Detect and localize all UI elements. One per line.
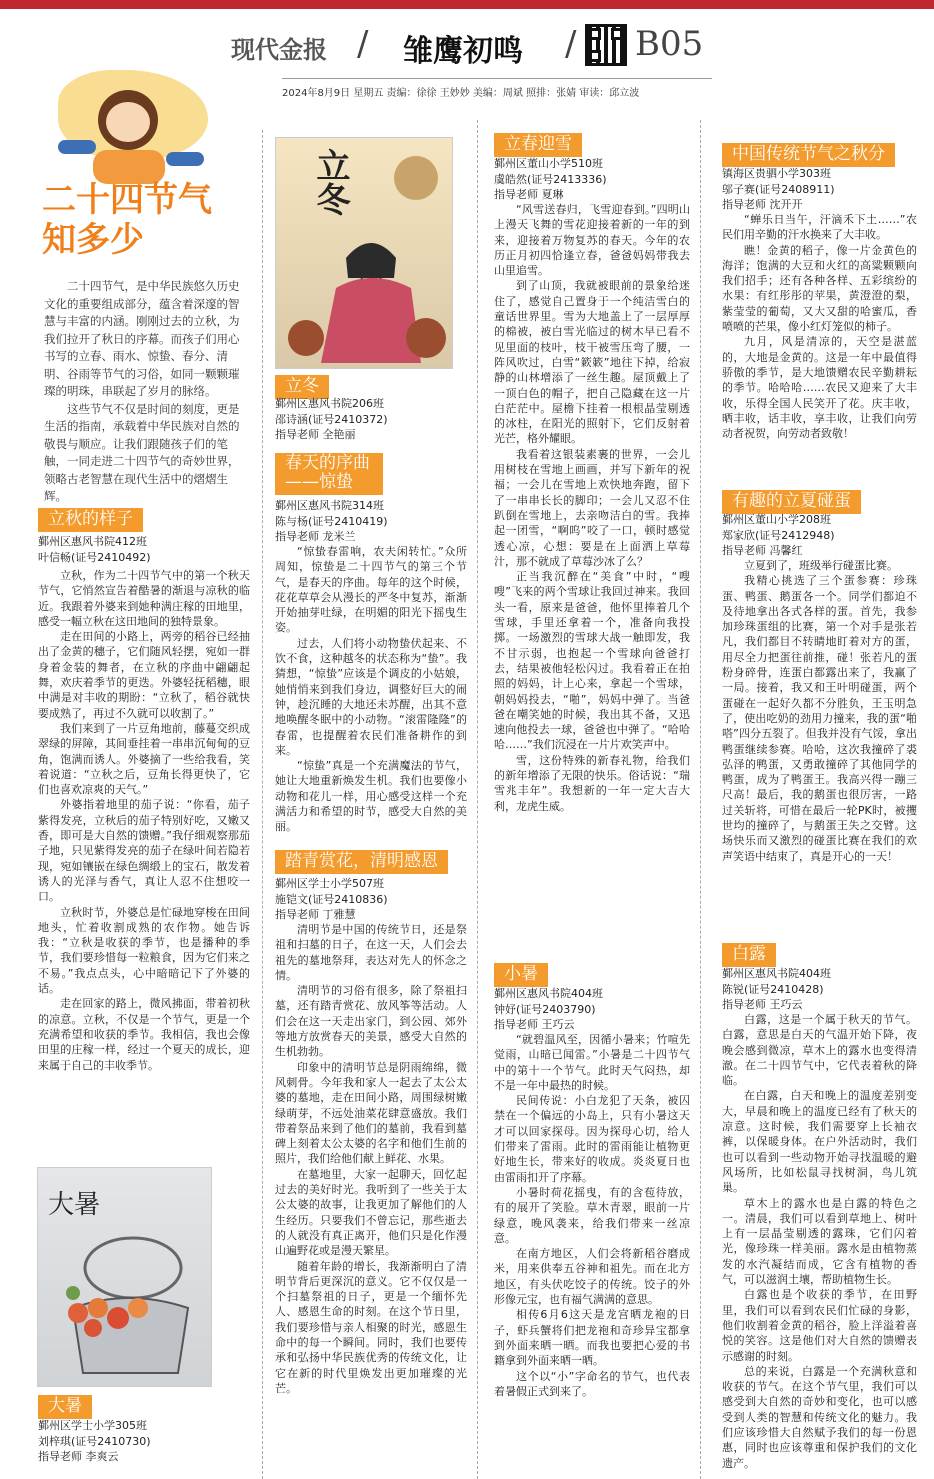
- paragraph: 外婆指着地里的茄子说：“你看，茄子紫得发亮，立秋后的茄子特别好吃，又嫩又香，即可是大自然的馈赠。”我仔细观察那茄子地，只见紫得发亮的茄子在绿叶间若隐若现，宛如镶嵌在绿色绸缎上的宝石，散发着诱人的光泽与香气，真让人忍不住想咬一口。: [38, 798, 250, 904]
- article-title-lichun: 立春迎雪: [494, 133, 582, 157]
- author: 邵诗涵(证号2410372): [275, 412, 388, 426]
- school: 鄞州区惠风书院314班: [275, 499, 384, 512]
- paragraph: “风雪送春归，飞雪迎春到。”四明山上漫天飞舞的雪花迎接着新的一年的到来，迎接着万物复苏的春天。今年的农历正月初四恰逢立春，爸爸妈妈带我去山里追雪。: [494, 203, 690, 278]
- paragraph: 随着年龄的增长，我渐渐明白了清明节背后更深沉的意义。它不仅仅是一个扫墓祭祖的日子，更是一个缅怀先人、感恩生命的时刻。在这个节日里，我们要珍惜与亲人相聚的时光，感恩生命中的每一个瞬间。同时，我们也要传承和弘扬中华民族优秀的传统文化，让它在新的时代里焕发出更加璀璨的光芒。: [275, 1259, 467, 1395]
- paragraph: 走在田间的小路上，两旁的稻谷已经抽出了金黄的穗子，它们随风轻摆，宛如一群身着金装的舞者，在立秋的序曲中翩翩起舞，欢庆着季节的更迭。外婆轻抚稻穗，眼中满是对丰收的期盼：“立秋了，稻谷就快要成熟了，再过不久就可以收割了。”: [38, 630, 250, 720]
- article-title-liqiu: 立秋的样子: [38, 508, 143, 532]
- feature-intro: [44, 278, 244, 506]
- article-body-bailu: [722, 1012, 917, 1470]
- byline-lichun: [494, 156, 607, 203]
- column-divider: [477, 120, 478, 1479]
- basket-drawing-icon: [38, 1168, 212, 1387]
- paragraph: 清明节是中国的传统节日，还是祭祖和扫墓的日子，在这一天，人们会去祖先的墓地祭拜，表达对先人的怀念之情。: [275, 923, 467, 982]
- author: 邬子赛(证号2408911): [722, 182, 835, 196]
- column-divider: [262, 130, 263, 1479]
- byline-xiaoshu: [494, 986, 603, 1033]
- paragraph: 九月，风是清凉的，天空是湛蓝的，大地是金黄的。这是一年中最值得骄傲的季节，是大地馈赠农民辛勤耕耘的季节。哈哈哈……农民又迎来了大丰收，乐得全国人民笑开了花。庆丰收，晒丰收，话丰收，享丰收，让我们向劳动者祝贺，向劳动者致敬！: [722, 335, 917, 441]
- slash-divider: /: [565, 24, 577, 64]
- article-title-qiufen: 中国传统节气之秋分: [722, 143, 895, 167]
- paragraph: 这个以“小”字命名的节气，也代表着暑假正式到来了。: [494, 1369, 690, 1398]
- article-body-qiufen: [722, 212, 917, 482]
- intro-paragraph: 这些节气不仅是时间的刻度，更是生活的指南，承载着中华民族对自然的敬畏与顺应。让我们跟随孩子们的笔触，一同走进二十四节气的奇妙世界，领略古老智慧在现代生活中的熠熠生辉。: [44, 401, 240, 503]
- paragraph: 我精心挑选了三个蛋参赛：珍珠蛋、鸭蛋、鹅蛋各一个。同学们都迫不及待地拿出各式各样的蛋。首先，我参加珍珠蛋组的比赛，第一个对手是张若凡，我们都目不转睛地盯着对方的蛋，用尽全力把蛋往前推，碰！张若凡的蛋粉身碎骨，连蛋白都露出来了，我赢了一局。接着，我又和王叶明碰蛋，两个蛋碰在一起好久都不分胜负，王玉明急了，使出吃奶的劲用力撞来，我的蛋“啪嗒”四分五裂了。但我并没有气馁，拿出鸭蛋继续参赛。哈哈，这次我撞碎了裘弘泽的鸭蛋，又勇敢撞碎了其他同学的鸭蛋，成为了鸭蛋王。我高兴得一蹦三尺高！最后，我的鹅蛋也很厉害，一路过关斩将，可惜在最后一轮PK时，被攫世均的撞碎了，与鹅蛋王失之交臂。这场快乐而又激烈的碰蛋比赛在我们的欢声笑语中结束了，真是开心的一天！: [722, 574, 917, 863]
- paragraph: 立秋时节，外婆总是忙碌地穿梭在田间地头，忙着收割成熟的农作物。她告诉我：“立秋是收获的季节，也是播种的季节，我们要珍惜每一粒粮食，因为它们来之不易。”我点点头，心中暗暗记下了外婆的话。: [38, 905, 250, 996]
- school: 鄞州区惠风书院412班: [38, 535, 147, 548]
- page-header: [215, 22, 705, 72]
- column-divider: [700, 120, 701, 1479]
- article-title-bailu: 白露: [722, 943, 776, 967]
- byline-qingming: [275, 876, 388, 923]
- intro-paragraph: 二十四节气，是中华民族悠久历史文化的重要组成部分，蕴含着深邃的智慧与丰富的内涵。刚刚过去的立秋，为我们拉开了秋日的序幕。而孩子们用心书写的立春、雨水、惊蛰、春分、清明、谷雨等节气的习俗，如同一颗颗璀璨的明珠，串联起了岁月的脉络。: [44, 279, 240, 398]
- article-title-xiaoshu: 小暑: [494, 963, 548, 987]
- header-meta: 2024年8月9日 星期五 责编：徐徐 王妙妙 美编：周斌 照排：张婧 审读：邱立波: [282, 88, 640, 99]
- teacher: 指导老师 冯馨红: [722, 544, 803, 557]
- author: 钟妤(证号2403790): [494, 1002, 596, 1016]
- article-body-jingzhe: [275, 544, 467, 840]
- paragraph: 我看着这银装素裹的世界，一会儿用树枝在雪地上画画，并写下新年的祝福；一会儿在雪地上欢快地奔跑，留下了一串串长长的脚印；一会儿又忍不住趴倒在雪地上，去亲吻洁白的雪。我捧起一团雪，“啊呜”咬了一口，顿时感觉透心凉，心想：要是在上面洒上草莓汁，那不就成了草莓沙冰了么？: [494, 447, 690, 568]
- teacher: 指导老师 王巧云: [722, 998, 803, 1011]
- article-title-lidong: 立冬: [275, 375, 329, 399]
- author: 叶信畅(证号2410492): [38, 550, 151, 564]
- article-body-lichun: [494, 202, 690, 952]
- article-title-dashu: 大暑: [38, 1395, 92, 1419]
- author: 刘梓琪(证号2410730): [38, 1434, 151, 1448]
- qr-code-icon[interactable]: [585, 24, 627, 66]
- byline-dashu: [38, 1418, 151, 1465]
- header-rule: [282, 78, 712, 79]
- byline-jingzhe: [275, 498, 388, 545]
- column-title: 雏鹰初鸣: [403, 34, 523, 69]
- slash-divider: /: [357, 24, 369, 64]
- girl-leg-icon: [166, 152, 204, 166]
- school: 鄞州区学士小学305班: [38, 1419, 147, 1432]
- byline-lixia: [722, 512, 835, 559]
- feature-title-line2: 知多少: [42, 220, 144, 260]
- school: 鄞州区惠风书院206班: [275, 397, 384, 410]
- paragraph: 相传6月6这天是龙宫晒龙袍的日子，虾兵蟹将们把龙袍和奇珍异宝都拿到外面来晒一晒。而我也要把心爱的书籍拿到外面来晒一晒。: [494, 1308, 690, 1368]
- paragraph: 印象中的清明节总是阴雨绵绵，微风刺骨。今年我和家人一起去了太公太婆的墓地，走在田间小路，周围绿树嫩绿萌芽，不远处油菜花肆意盛放。我们带着祭品来到了他们的墓前，我看到墓碑上刻着太公太婆的名字和他们生前的照片，我们给他们献上鲜花、水果。: [275, 1060, 467, 1166]
- teacher: 指导老师 丁雅慧: [275, 908, 356, 921]
- paragraph: 到了山顶，我就被眼前的景象给迷住了，感觉自己置身于一个纯洁雪白的童话世界里。雪为大地盖上了一层厚厚的棉被，被白雪光临过的树木早已看不见里面的枝叶，枝干被雪压弯了腰，一阵风吹过，白雪“簌簌”地往下掉，给寂静的山林增添了一丝生趣。屋顶戴上了一顶白色的帽子，把自己隐藏在这一片白茫茫中。屋檐下挂着一根根晶莹剔透的冰柱，在阳光的照射下，它们反射着光芒，格外耀眼。: [494, 279, 690, 446]
- school: 鄞州区惠风书院404班: [494, 987, 603, 1000]
- school: 鄞州区学士小学507班: [275, 877, 384, 890]
- drawing-lidong-text: 立冬: [310, 148, 350, 216]
- feature-title-line1: 二十四节气: [42, 180, 212, 220]
- paragraph: 雪，这份特殊的新春礼物，给我们的新年增添了无限的快乐。俗话说：“瑞雪兆丰年”。我想新的一年一定大吉大利，龙虎生威。: [494, 753, 690, 813]
- drawing-lidong: [275, 137, 453, 369]
- paragraph: 在白露，白天和晚上的温度差别变大，早晨和晚上的温度已经有了秋天的凉意。这时候，我们需要穿上长袖衣裤，以保暖身体。在户外活动时，我们也可以看到一些动物开始寻找温暖的避风场所，比如松鼠寻找树洞，鸟儿筑巢。: [722, 1089, 917, 1195]
- girl-drawing-icon: [276, 138, 453, 369]
- article-title-jingzhe: 春天的序曲——惊蛰: [275, 453, 383, 495]
- girl-face-icon: [106, 102, 150, 142]
- paragraph: 白露也是个收获的季节，在田野里，我们可以看到农民们忙碌的身影，他们收割着金黄的稻谷，脸上洋溢着喜悦的笑容。这是他们对大自然的馈赠表示感谢的时刻。: [722, 1288, 917, 1363]
- paragraph: “就碧温风至，因循小暑来；竹喧先觉雨，山暗已闻雷。”小暑是二十四节气中的第十一个节气。此时天气闷热，却不是一年中最热的时候。: [494, 1033, 690, 1092]
- paragraph: 在墓地里，大家一起聊天，回忆起过去的美好时光。我听到了一些关于太公太婆的故事，让我更加了解他们的人生经历。只要我们不曾忘记，那些逝去的人就没有真正离开，他们只是化作漫山遍野花或是漫天繁星。: [275, 1167, 467, 1258]
- feature-title: [42, 180, 232, 260]
- teacher: 指导老师 全艳丽: [275, 428, 356, 441]
- paragraph: 过去，人们将小动物蛰伏起来、不饮不食，这种越冬的状态称为“蛰”。我猜想，“惊蛰”应该是个调皮的小姑娘，她悄悄来到我们身边，调整好巨大的闹钟，趁沉睡的大地还未苏醒，出其不意地唤醒冬眠中的小动物。“滚雷隆隆”的春雷，也提醒着农民们准备耕作的到来。: [275, 636, 467, 757]
- article-body-lixia: [722, 558, 917, 938]
- drawing-dashu: [37, 1167, 212, 1387]
- paragraph: 走在回家的路上，微风拂面，带着初秋的凉意。立秋，不仅是一个节气，更是一个充满希望和收获的季节。我相信，我也会像田里的庄稼一样，经过一个夏天的成长，迎来属于自己的丰收季节。: [38, 997, 250, 1072]
- girl-leg-icon: [58, 140, 96, 154]
- school: 鄞州区惠风书院404班: [722, 967, 831, 980]
- author: 施铠文(证号2410836): [275, 892, 388, 906]
- paragraph: “惊蛰”真是一个充满魔法的节气，她让大地重新焕发生机。我们也要像小动物和花儿一样，用心感受这样一个充满活力和希望的时节，感受大自然的美丽。: [275, 759, 467, 834]
- paragraph: 我们来到了一片豆角地前，藤蔓交织成翠绿的屏障，其间垂挂着一串串沉甸甸的豆角，饱满而诱人。外婆摘了一些给我看，笑着说道：“立秋之后，豆角长得更快了，它们也喜欢凉爽的天气。”: [38, 721, 250, 797]
- article-title-lixia: 有趣的立夏碰蛋: [722, 490, 861, 514]
- paragraph: 立夏到了，班级举行碰蛋比赛。: [744, 559, 898, 572]
- page-number: B05: [635, 24, 704, 64]
- drawing-dashu-text: 大暑: [48, 1190, 101, 1220]
- article-body-xiaoshu: [494, 1032, 690, 1470]
- author: 陈锐(证号2410428): [722, 982, 824, 996]
- top-bar: [0, 0, 934, 9]
- paragraph: 草木上的露水也是白露的特色之一。清晨，我们可以看到草地上、树叶上有一层晶莹剔透的露珠，它们闪着光，像珍珠一样美丽。露水是由植物蒸发的水汽凝结而成，它含有植物的香气，可以滋润土壤，帮助植物生长。: [722, 1196, 917, 1287]
- teacher: 指导老师 沈开开: [722, 198, 803, 211]
- teacher: 指导老师 夏琳: [494, 188, 564, 201]
- paragraph: 立秋，作为二十四节气中的第一个秋天节气，它悄然宣告着酷暑的渐退与凉秋的临近。我跟着外婆来到她种满庄稼的田地里，感受一幅立秋在这田地间的独特景象。: [38, 569, 250, 628]
- byline-bailu: [722, 966, 831, 1013]
- teacher: 指导老师 龙米兰: [275, 530, 356, 543]
- article-body-liqiu: [38, 568, 250, 1152]
- school: 鄞州区董山小学208班: [722, 513, 831, 526]
- author: 陈与杨(证号2410419): [275, 514, 388, 528]
- byline-liqiu: [38, 534, 151, 565]
- byline-lidong: [275, 396, 388, 443]
- article-title-qingming: 踏青赏花，清明感恩: [275, 850, 448, 874]
- paragraph: 在南方地区，人们会将新稻谷磨成米，用来供奉五谷神和祖先。而在北方地区，有头伏吃饺子的传统。饺子的外形像元宝，也有福气满满的意思。: [494, 1247, 690, 1307]
- paragraph: 清明节的习俗有很多，除了祭祖扫墓，还有踏青赏花、放风筝等活动。人们会在这一天走出家门，到公园、郊外等地方放赏春天的美景，感受大自然的生机勃勃。: [275, 984, 467, 1059]
- school: 镇海区贵驷小学303班: [722, 167, 831, 180]
- author: 虞皓然(证号2413336): [494, 172, 607, 186]
- publication-name: 现代金报: [231, 36, 327, 64]
- paragraph: 总的来说，白露是一个充满秋意和收获的节气。在这个节气里，我们可以感受到大自然的奇妙和变化，也可以感受到人类的智慧和传统文化的魅力。我们应该珍惜大自然赋予我们的每一份恩惠，同时也应该尊重和保护我们的文化遗产。: [722, 1364, 917, 1470]
- teacher: 指导老师 李爽云: [38, 1450, 119, 1463]
- teacher: 指导老师 王巧云: [494, 1018, 575, 1031]
- girl-body-icon: [93, 150, 165, 184]
- paragraph: 白露，这是一个属于秋天的节气。白露，意思是白天的气温开始下降，夜晚会感到微凉，草木上的露水也变得清澈。在二十四节气中，它代表着秋的降临。: [722, 1013, 917, 1088]
- byline-qiufen: [722, 166, 835, 213]
- paragraph: 瞧！金黄的稻子，像一片金黄色的海洋；饱满的大豆和火红的高粱颗颗向我们招手；还有各种各样、五彩缤纷的水果：有红彤彤的苹果，黄澄澄的梨，紫莹莹的葡萄，又大又甜的哈蜜瓜，香喷喷的芒果，像小红灯笼似的柿子。: [722, 243, 917, 334]
- paragraph: “惊蛰春雷响，农夫闲转忙。”众所周知，惊蛰是二十四节气的第三个节气，是春天的序曲。每年的这个时候，花花草草会从漫长的严冬中复苏，渐渐开始抽芽吐绿，在明媚的阳光下摇曳生姿。: [275, 545, 467, 635]
- article-body-qingming: [275, 922, 467, 1470]
- author: 郑家欣(证号2412948): [722, 528, 835, 542]
- paragraph: 小暑时荷花摇曳，有的含苞待放，有的展开了笑脸。草木青翠，眼前一片绿意，晚风袭来，给我们带来一丝凉意。: [494, 1185, 690, 1245]
- paragraph: 民间传说：小白龙犯了天条，被囚禁在一个偏远的小岛上，只有小暑这天才可以回家探母。因为探母心切，给人们带来了雷雨。此时的雷雨能让植物更好地生长，带来好的收成。炎炎夏日也由雷雨扣开了序幕。: [494, 1094, 690, 1184]
- paragraph: “蝉乐日当午，汗滴禾下土……”农民们用辛勤的汗水换来了大丰收。: [722, 213, 917, 242]
- paragraph: 正当我沉醉在“美食”中时，“嗖嗖”飞来的两个雪球让我回过神来。我回头一看，原来是爸爸，他怀里捧着几个雪球，手里还拿着一个，准备向我投掷。一场激烈的雪球大战一触即发，我不甘示弱，也抱起一个雪球向爸爸打去，结果被他轻松闪过。我看着正在拍照的妈妈，计上心来，拿起一个雪球，朝妈妈投去，“啪”，妈妈中弹了。当爸爸在嘲笑她的时候，我出其不备，又迅速向他投去一球，爸爸也中弹了。“哈哈哈……”我们沉浸在一片片欢笑声中。: [494, 570, 690, 752]
- school: 鄞州区董山小学510班: [494, 157, 603, 170]
